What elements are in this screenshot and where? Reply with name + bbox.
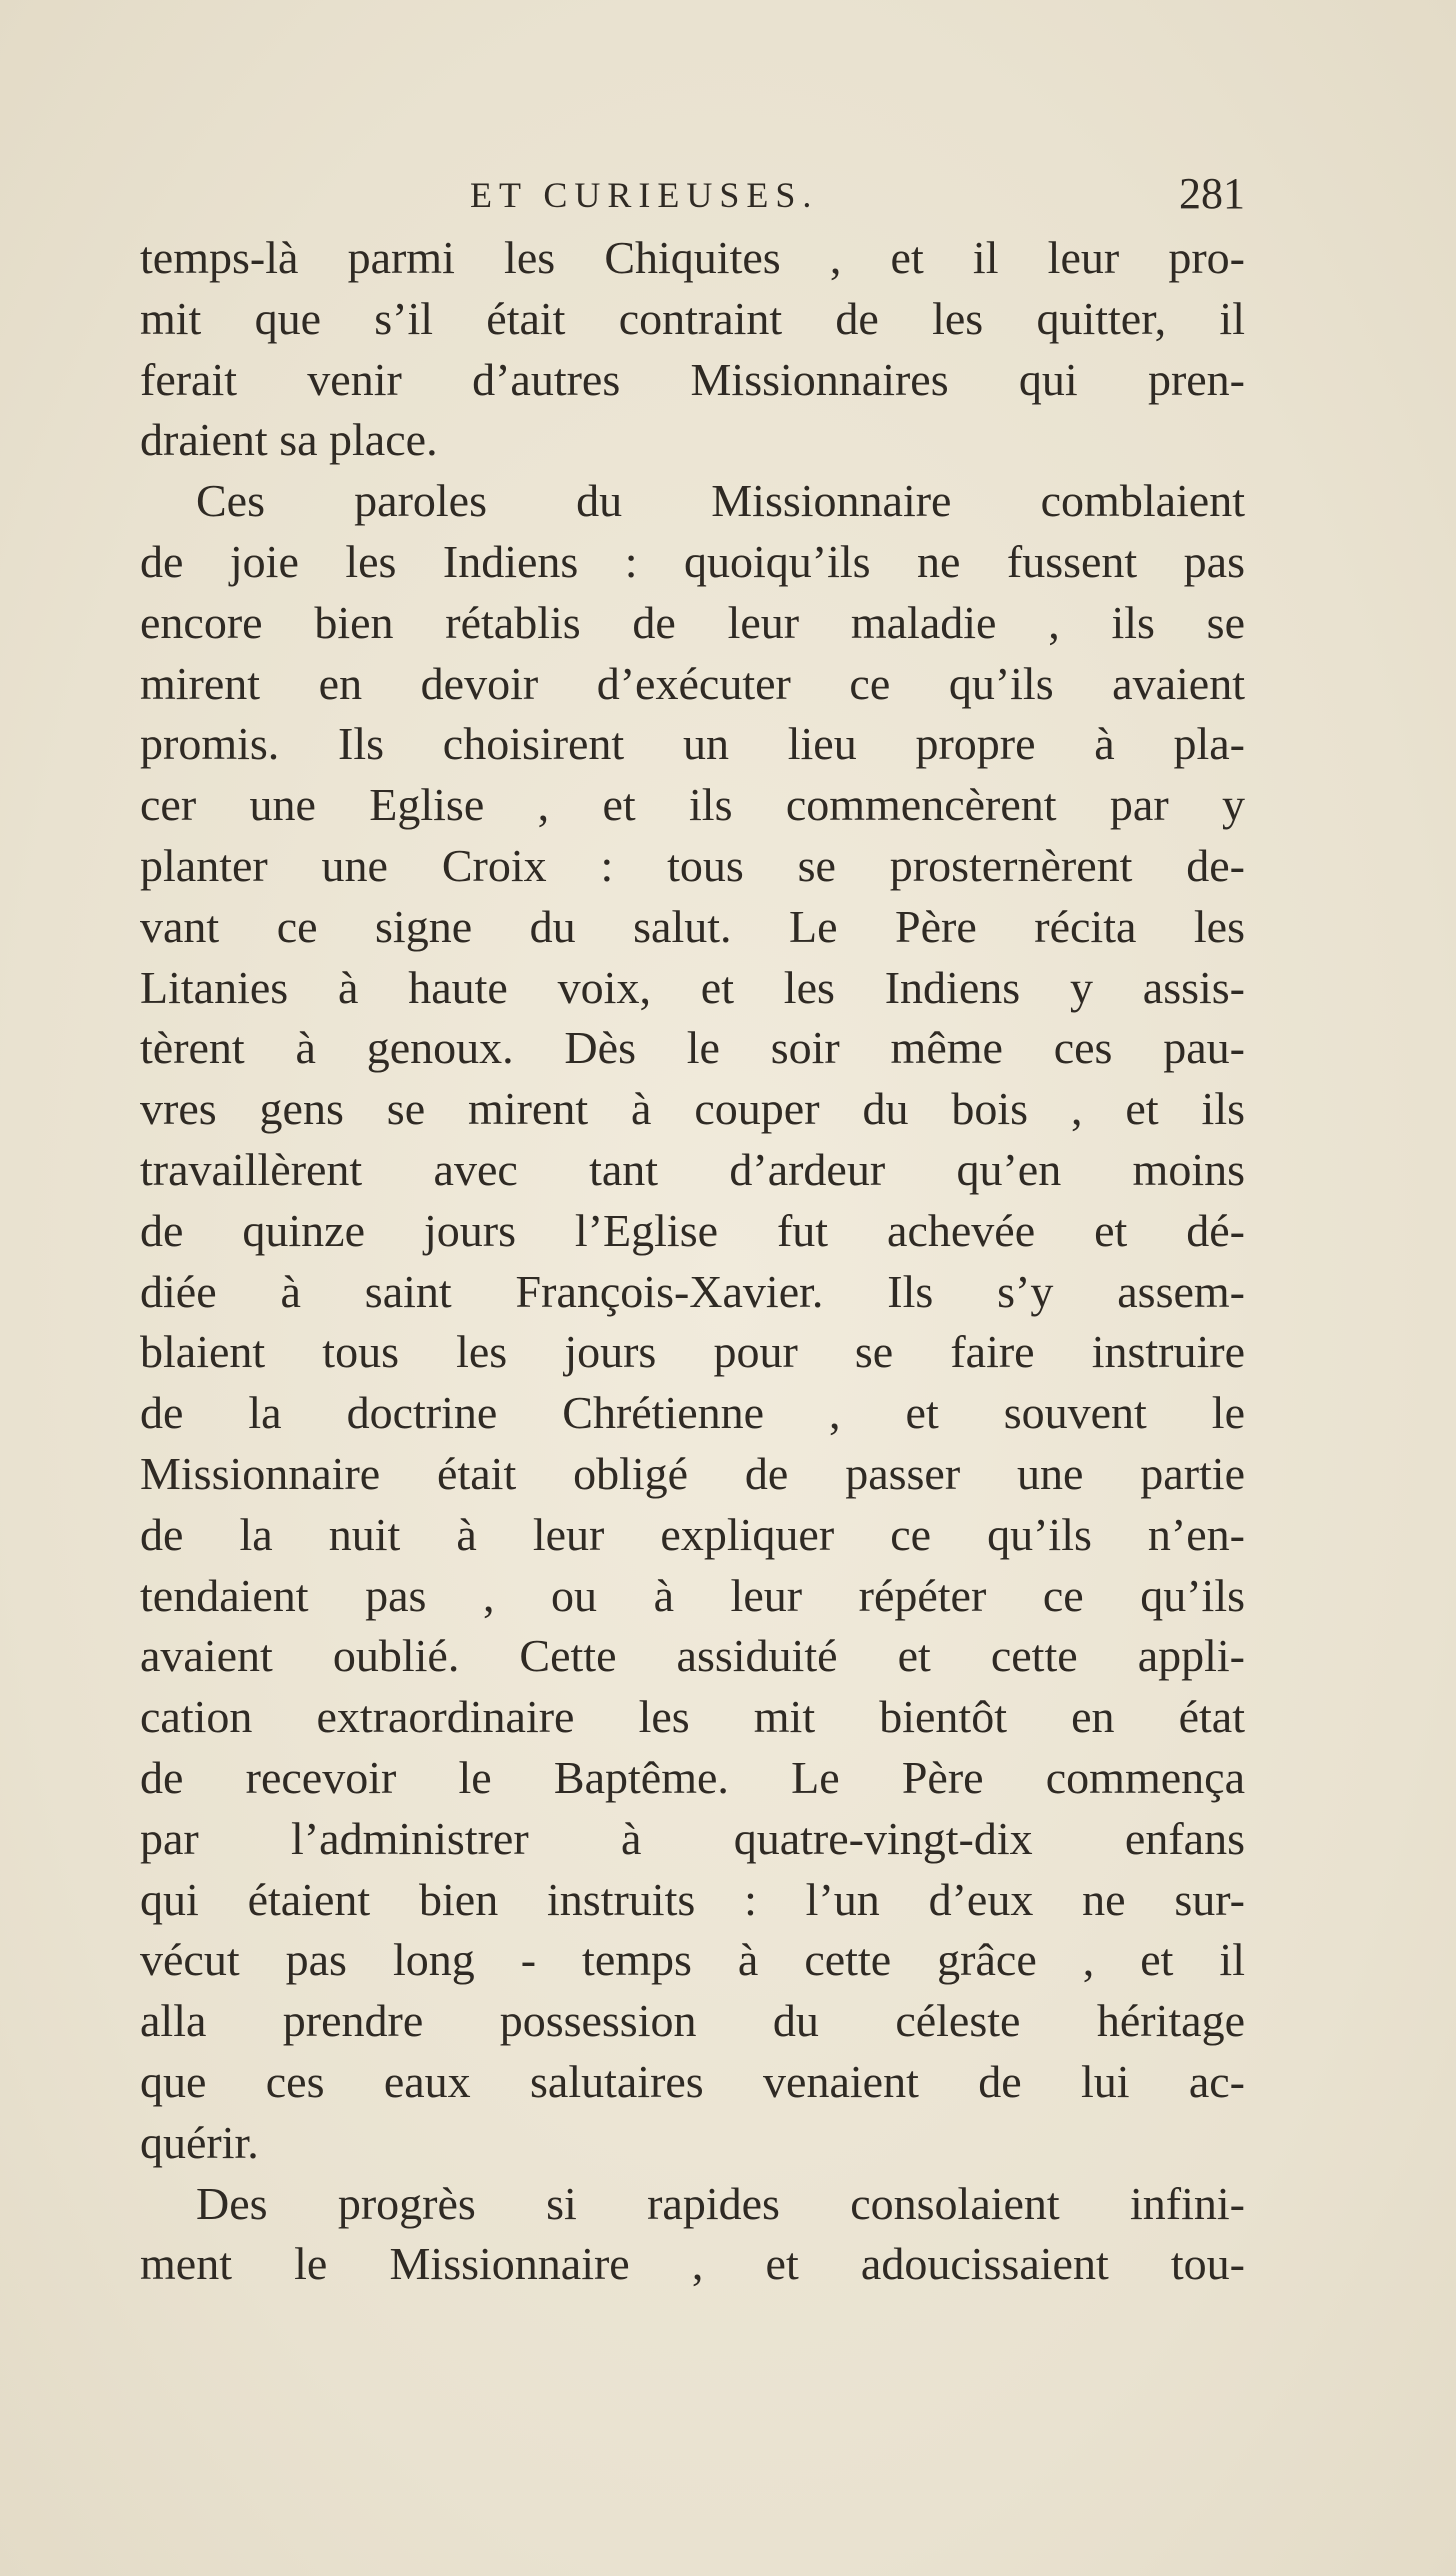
text-line: travaillèrent avec tant d’ardeur qu’en moins — [140, 1143, 1245, 1195]
text-line: avaient oublié. Cette assiduité et cette appli- — [140, 1630, 1245, 1682]
page-header — [140, 168, 1245, 224]
text-line: promis. Ils choisirent un lieu propre à pla- — [140, 718, 1245, 770]
text-line: cation extraordinaire les mit bientôt en état — [140, 1691, 1245, 1743]
text-line: par l’administrer à quatre-vingt-dix enfans — [140, 1812, 1245, 1864]
paragraph-start-line: Ces paroles du Missionnaire comblaient — [196, 475, 1245, 527]
text-line: cer une Eglise , et ils commencèrent par y — [140, 779, 1245, 831]
text-line: Missionnaire était obligé de passer une partie — [140, 1447, 1245, 1499]
body-text — [140, 228, 1245, 2295]
text-line: de recevoir le Baptême. Le Père commença — [140, 1751, 1245, 1803]
text-line: vécut pas long - temps à cette grâce , et il — [140, 1934, 1245, 1986]
text-line: que ces eaux salutaires venaient de lui ac- — [140, 2055, 1245, 2107]
text-line: de la nuit à leur expliquer ce qu’ils n’en- — [140, 1508, 1245, 1560]
text-line: ferait venir d’autres Missionnaires qui pren- — [140, 353, 1245, 405]
running-head: ET CURIEUSES. — [470, 175, 819, 215]
text-line: de la doctrine Chrétienne , et souvent le — [140, 1387, 1245, 1439]
text-line: draient sa place. — [140, 414, 438, 466]
text-line: quérir. — [140, 2116, 259, 2168]
text-line: encore bien rétablis de leur maladie , ils se — [140, 596, 1245, 648]
text-line: alla prendre possession du céleste héritage — [140, 1995, 1245, 2047]
text-line: vant ce signe du salut. Le Père récita les — [140, 900, 1245, 952]
text-line: de quinze jours l’Eglise fut achevée et dé- — [140, 1204, 1245, 1256]
text-line: mit que s’il était contraint de les quitter, il — [140, 292, 1245, 344]
text-line: de joie les Indiens : quoiqu’ils ne fussent pas — [140, 535, 1245, 587]
text-line: mirent en devoir d’exécuter ce qu’ils avaient — [140, 657, 1245, 709]
text-line: tendaient pas , ou à leur répéter ce qu’ils — [140, 1569, 1245, 1621]
text-line: diée à saint François-Xavier. Ils s’y assem- — [140, 1265, 1245, 1317]
text-line: ment le Missionnaire , et adoucissaient tou- — [140, 2238, 1245, 2290]
text-line: tèrent à genoux. Dès le soir même ces pau- — [140, 1022, 1245, 1074]
text-line: planter une Croix : tous se prosternèrent de- — [140, 839, 1245, 891]
paragraph-start-line: Des progrès si rapides consolaient infini- — [196, 2177, 1245, 2229]
text-line: temps-là parmi les Chiquites , et il leur pro- — [140, 232, 1245, 283]
page-number: 281 — [1179, 169, 1245, 218]
text-line: vres gens se mirent à couper du bois , et ils — [140, 1083, 1245, 1135]
text-line: Litanies à haute voix, et les Indiens y assis- — [140, 961, 1245, 1013]
text-line: blaient tous les jours pour se faire instruire — [140, 1326, 1245, 1378]
text-line: qui étaient bien instruits : l’un d’eux ne sur- — [140, 1873, 1245, 1925]
